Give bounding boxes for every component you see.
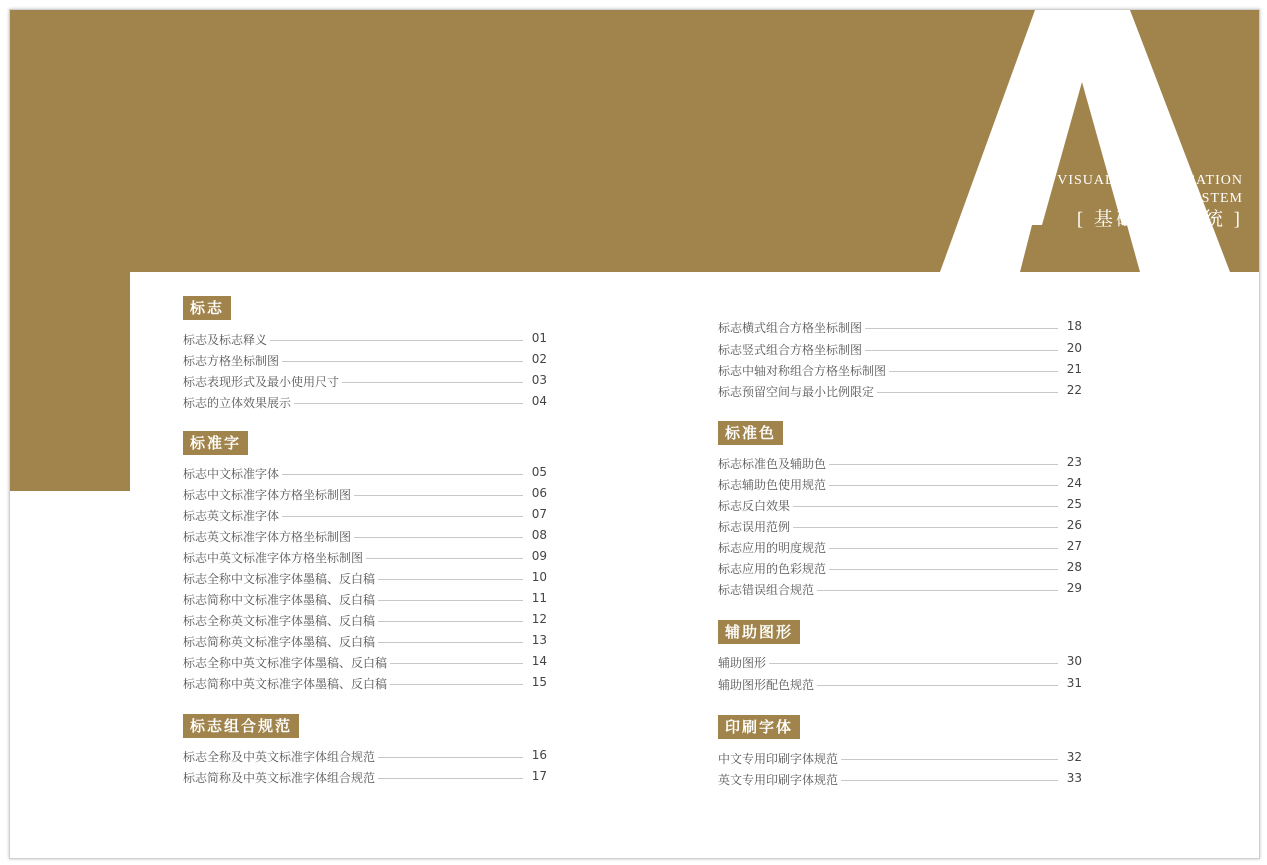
toc-item-label: 标志横式组合方格坐标制图 (718, 319, 865, 336)
toc-item[interactable] (718, 748, 1082, 768)
toc-item-label: 标志简称中英文标准字体墨稿、反白稿 (183, 675, 390, 692)
toc-item-page: 31 (1066, 676, 1082, 690)
toc-item-label: 标志及标志释义 (183, 331, 270, 348)
toc-item-label: 标志中文标准字体 (183, 465, 282, 482)
toc-item[interactable] (183, 526, 547, 546)
toc-item-label: 标志应用的明度规范 (718, 539, 829, 556)
toc-item[interactable] (718, 453, 1082, 473)
toc-item-label: 标志方格坐标制图 (183, 352, 282, 369)
toc-item[interactable] (718, 558, 1082, 578)
toc-item-label: 标志应用的色彩规范 (718, 560, 829, 577)
toc-item-label: 标志中英文标准字体方格坐标制图 (183, 549, 366, 566)
toc-item-page: 15 (531, 675, 547, 689)
toc-item-label: 标志辅助色使用规范 (718, 476, 829, 493)
toc-item-page: 28 (1066, 560, 1082, 574)
toc-item[interactable] (183, 463, 547, 483)
toc-item[interactable] (183, 371, 547, 391)
toc-item[interactable] (718, 495, 1082, 515)
toc-item-page: 09 (531, 549, 547, 563)
toc-item-label: 标志全称英文标准字体墨稿、反白稿 (183, 612, 378, 629)
toc-item[interactable] (183, 652, 547, 672)
toc-item[interactable] (718, 317, 1082, 337)
toc-item[interactable] (718, 769, 1082, 789)
toc-item-label: 辅助图形配色规范 (718, 676, 817, 693)
toc-item-label: 标志简称中文标准字体墨稿、反白稿 (183, 591, 378, 608)
section-title-auxiliary-graphics: 辅助图形 (718, 620, 800, 644)
toc-item-page: 08 (531, 528, 547, 542)
toc-item-label: 标志全称中文标准字体墨稿、反白稿 (183, 570, 378, 587)
toc-item[interactable] (183, 631, 547, 651)
toc-item[interactable] (183, 767, 547, 787)
big-letter-a (10, 10, 1259, 280)
toc-item-label: 英文专用印刷字体规范 (718, 771, 841, 788)
toc-item-page: 33 (1066, 771, 1082, 785)
toc-item-page: 04 (531, 394, 547, 408)
toc-item[interactable] (183, 329, 547, 349)
toc-item-page: 20 (1066, 341, 1082, 355)
toc-item-label: 标志预留空间与最小比例限定 (718, 383, 877, 400)
toc-item-page: 01 (531, 331, 547, 345)
toc-item-label: 标志英文标准字体方格坐标制图 (183, 528, 354, 545)
toc-item[interactable] (183, 392, 547, 412)
toc-item-label: 标志误用范例 (718, 518, 793, 535)
section-title-standard-color: 标准色 (718, 421, 783, 445)
toc-item-label: 标志错误组合规范 (718, 581, 817, 598)
toc-item-page: 27 (1066, 539, 1082, 553)
toc-item-label: 标志标准色及辅助色 (718, 455, 829, 472)
toc-item[interactable] (183, 610, 547, 630)
toc-item-page: 06 (531, 486, 547, 500)
section-title-printing-fonts: 印刷字体 (718, 715, 800, 739)
toc-item[interactable] (183, 505, 547, 525)
toc-item-page: 16 (531, 748, 547, 762)
header-title-cn: [ 基础要素系统 ] (1076, 209, 1243, 230)
toc-page (9, 9, 1260, 859)
toc-item[interactable] (718, 537, 1082, 557)
toc-item-page: 17 (531, 769, 547, 783)
toc-item-page: 21 (1066, 362, 1082, 376)
toc-item-page: 32 (1066, 750, 1082, 764)
section-title-logo: 标志 (183, 296, 231, 320)
toc-item-page: 13 (531, 633, 547, 647)
section-title-logo-combination: 标志组合规范 (183, 714, 299, 738)
toc-item-page: 10 (531, 570, 547, 584)
toc-item[interactable] (183, 547, 547, 567)
toc-item-label: 标志的立体效果展示 (183, 394, 294, 411)
toc-item[interactable] (183, 589, 547, 609)
toc-item[interactable] (183, 568, 547, 588)
section-title-standard-font: 标准字 (183, 431, 248, 455)
toc-item[interactable] (718, 381, 1082, 401)
toc-item-page: 25 (1066, 497, 1082, 511)
toc-item-page: 12 (531, 612, 547, 626)
toc-item-label: 标志中轴对称组合方格坐标制图 (718, 362, 889, 379)
toc-item-page: 24 (1066, 476, 1082, 490)
toc-item-label: 标志简称英文标准字体墨稿、反白稿 (183, 633, 378, 650)
header-title-line2: SYSTEM (1181, 191, 1243, 206)
toc-item-label: 标志简称及中英文标准字体组合规范 (183, 769, 378, 786)
toc-item-label: 标志英文标准字体 (183, 507, 282, 524)
toc-item-page: 02 (531, 352, 547, 366)
toc-item-label: 标志全称中英文标准字体墨稿、反白稿 (183, 654, 390, 671)
toc-item-page: 22 (1066, 383, 1082, 397)
toc-item-label: 标志全称及中英文标准字体组合规范 (183, 748, 378, 765)
toc-item[interactable] (718, 474, 1082, 494)
toc-item-label: 中文专用印刷字体规范 (718, 750, 841, 767)
toc-item-label: 标志反白效果 (718, 497, 793, 514)
toc-item[interactable] (718, 579, 1082, 599)
toc-item-page: 29 (1066, 581, 1082, 595)
toc-item[interactable] (718, 674, 1082, 694)
toc-item-page: 05 (531, 465, 547, 479)
toc-item-page: 14 (531, 654, 547, 668)
toc-item[interactable] (183, 484, 547, 504)
toc-item-label: 标志中文标准字体方格坐标制图 (183, 486, 354, 503)
toc-item-page: 11 (531, 591, 547, 605)
toc-item[interactable] (718, 652, 1082, 672)
toc-item-page: 03 (531, 373, 547, 387)
toc-item[interactable] (183, 350, 547, 370)
toc-item-page: 26 (1066, 518, 1082, 532)
toc-item-label: 辅助图形 (718, 654, 769, 671)
toc-item-page: 18 (1066, 319, 1082, 333)
toc-item[interactable] (183, 673, 547, 693)
toc-item[interactable] (718, 516, 1082, 536)
header-title-line1: VISUAL IDENTIFICATION (1057, 173, 1243, 188)
toc-item-label: 标志竖式组合方格坐标制图 (718, 341, 865, 358)
toc-item[interactable] (718, 339, 1082, 359)
toc-item-page: 30 (1066, 654, 1082, 668)
toc-item-label: 标志表现形式及最小使用尺寸 (183, 373, 342, 390)
toc-item-page: 23 (1066, 455, 1082, 469)
left-band (10, 272, 130, 491)
header-title (1057, 172, 1243, 229)
toc-item[interactable] (718, 360, 1082, 380)
toc-item[interactable] (183, 746, 547, 766)
toc-item-page: 07 (531, 507, 547, 521)
